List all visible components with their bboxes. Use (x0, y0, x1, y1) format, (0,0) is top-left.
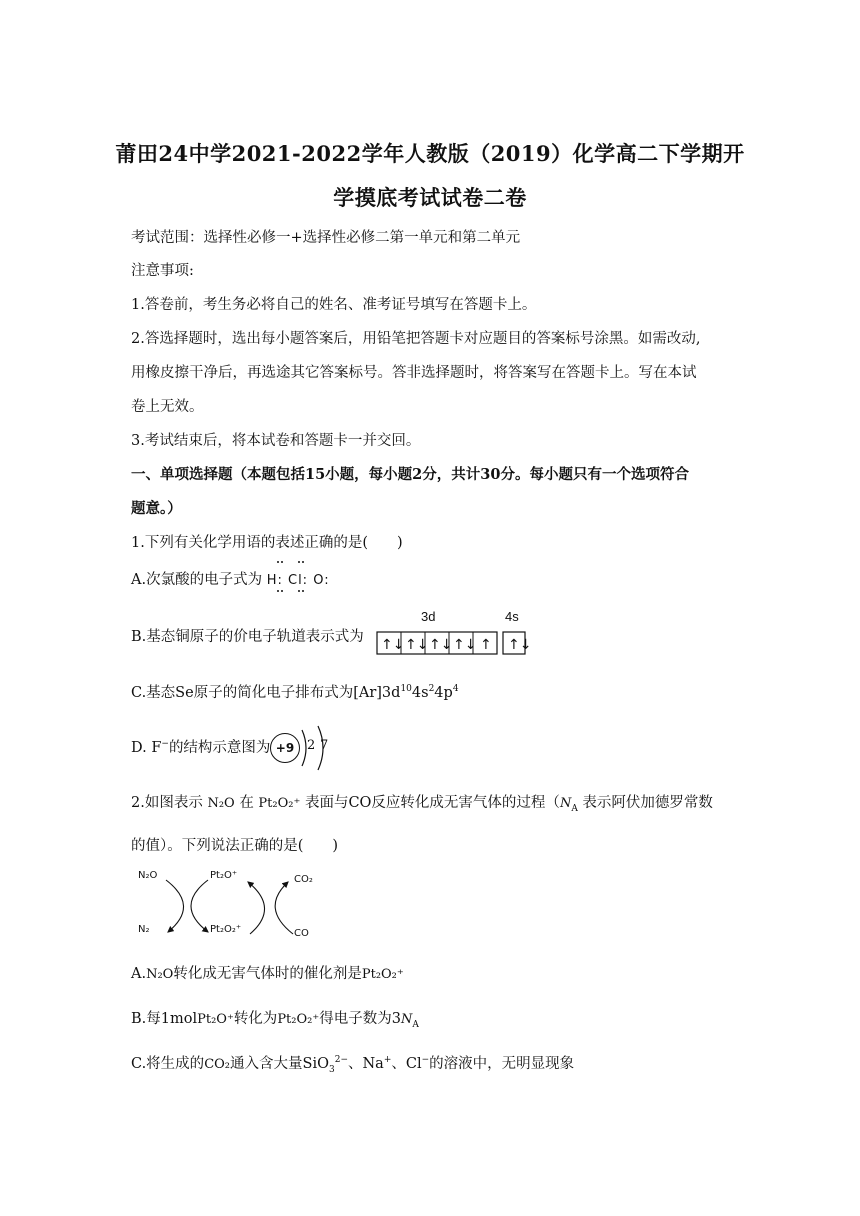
orbital-label-4s: 4s (505, 609, 519, 624)
orbital-diagram-icon (376, 631, 532, 657)
q1-option-b (131, 625, 364, 646)
q2-c-ions: 、Na (348, 1056, 384, 1072)
q1-c-end: 4p (434, 685, 453, 701)
svg-text:↑↓: ↑↓ (508, 637, 532, 653)
q2-a-text: A. (131, 966, 147, 982)
notice-2-cont2: 卷上无效。 (131, 399, 204, 415)
q1-d-pre: D. F (131, 740, 162, 756)
q1-d-post: 的结构示意图为 (168, 740, 271, 756)
q2-b-text: B.每1mol (131, 1011, 198, 1027)
q1-c-text: C.基态Se原子的简化电子排布式为[Ar]3d (131, 685, 401, 701)
q1-c-sup2: 2 (428, 684, 435, 695)
notice-3: 3.考试结束后，将本试卷和答题卡一并交回。 (131, 433, 421, 449)
reaction-cycle-diagram (138, 870, 328, 948)
q2-n2o: N₂O (207, 796, 235, 811)
q1-a-formula: H: Cl: O: (266, 573, 330, 588)
q2-c-text: C.将生成的 (131, 1056, 205, 1072)
q2-c-sup: 2− (334, 1055, 348, 1066)
notice-heading: 注意事项: (131, 263, 194, 279)
q2-stem-b: 在 (239, 795, 254, 811)
q2-na: N (559, 796, 572, 811)
diagram-pt2o-plus: Pt₂O⁺ (210, 870, 238, 881)
atom-nucleus-icon: +9 (270, 733, 300, 763)
q1-stem: 1.下列有关化学用语的表述正确的是( ) (131, 535, 403, 551)
electron-dots-icon (270, 559, 350, 595)
q2-c-cl-sup: − (421, 1055, 430, 1066)
svg-text:↑↓: ↑↓ (381, 637, 405, 653)
q1-a-text: A.次氯酸的电子式为 (131, 572, 263, 588)
orbital-label-3d: 3d (421, 609, 436, 624)
q1-c-mid: 4s (411, 685, 429, 701)
q1-b-text: B.基态铜原子的价电子轨道表示式为 (131, 629, 364, 645)
q2-option-b (131, 1007, 419, 1030)
diagram-pt2o2-plus: Pt₂O₂⁺ (210, 924, 242, 935)
q2-b-mid: 转化为 (233, 1011, 278, 1027)
electron-shell-icon (298, 724, 334, 772)
q2-c-co2: CO₂ (204, 1057, 231, 1072)
reaction-arrows-icon (138, 870, 328, 948)
q2-c-sub: 3 (328, 1064, 335, 1075)
q2-na-sub: A (571, 803, 578, 814)
title-line-1: 莆田24中学2021-2022学年人教版（2019）化学高二下学期开 (115, 141, 745, 166)
diagram-co: CO (294, 928, 309, 939)
diagram-n2: N₂ (138, 924, 150, 935)
q2-b-pt2: Pt₂O₂⁺ (277, 1012, 320, 1027)
q2-stem-c: 表面与CO反应转化成无害气体的过程（ (304, 795, 560, 811)
q2-b-pt1: Pt₂O⁺ (197, 1012, 234, 1027)
q2-a-mid: 转化成无害气体时的催化剂是 (173, 966, 362, 982)
q2-stem-a: 2.如图表示 (131, 795, 203, 811)
q1-c-sup3: 4 (452, 684, 459, 695)
notice-2-cont: 用橡皮擦干净后，再选途其它答案标号。答非选择题时，将答案写在答题卡上。写在本试 (131, 365, 697, 381)
section-heading-2: 题意。） (131, 500, 182, 517)
svg-text:↑↓: ↑↓ (429, 637, 453, 653)
q1-option-c (131, 681, 459, 702)
svg-text:↑↓: ↑↓ (453, 637, 477, 653)
q2-stem (131, 791, 713, 814)
section-heading-1: 一、单项选择题（本题包括15小题，每小题2分，共计30分。每小题只有一个选项符合 (131, 466, 689, 483)
exam-scope: 考试范围：选择性必修一+选择性必修二第一单元和第二单元 (131, 230, 521, 246)
q2-a-pt: Pt₂O₂⁺ (361, 967, 404, 982)
q1-d-sup: − (161, 739, 169, 750)
q2-stem-d: 表示阿伏加德罗常数 (582, 795, 713, 811)
diagram-n2o: N₂O (138, 870, 158, 881)
svg-text:↑: ↑ (480, 637, 492, 653)
notice-1: 1.答卷前，考生务必将自己的姓名、准考证号填写在答题卡上。 (131, 297, 537, 313)
q2-b-na-sub: A (412, 1019, 419, 1030)
notice-2: 2.答选择题时，选出每小题答案后，用铅笔把答题卡对应题目的答案标号涂黑。如需改动, (131, 331, 701, 347)
q2-c-cl: 、Cl (391, 1056, 422, 1072)
q2-c-mid: 通入含大量SiO (230, 1056, 329, 1072)
shell-1-count: 2 (307, 738, 316, 753)
q2-pt2o2: Pt₂O₂⁺ (258, 796, 301, 811)
title-line-2: 学摸底考试试卷二卷 (333, 185, 527, 210)
q2-option-a (131, 962, 404, 983)
q2-stem-line-2: 的值）。下列说法正确的是( ) (131, 838, 339, 854)
q2-b-end: 得电子数为3 (319, 1011, 401, 1027)
q1-c-sup1: 10 (400, 684, 412, 695)
q1-option-d (131, 736, 270, 757)
q2-option-c (131, 1052, 574, 1075)
q2-b-na: N (400, 1012, 413, 1027)
diagram-co2: CO₂ (294, 874, 313, 885)
svg-text:↑↓: ↑↓ (405, 637, 429, 653)
shell-2-count: 7 (320, 738, 329, 753)
q2-a-n2o: N₂O (146, 967, 174, 982)
q2-c-na-sup: + (383, 1055, 392, 1066)
q2-c-end: 的溶液中，无明显现象 (429, 1056, 575, 1072)
